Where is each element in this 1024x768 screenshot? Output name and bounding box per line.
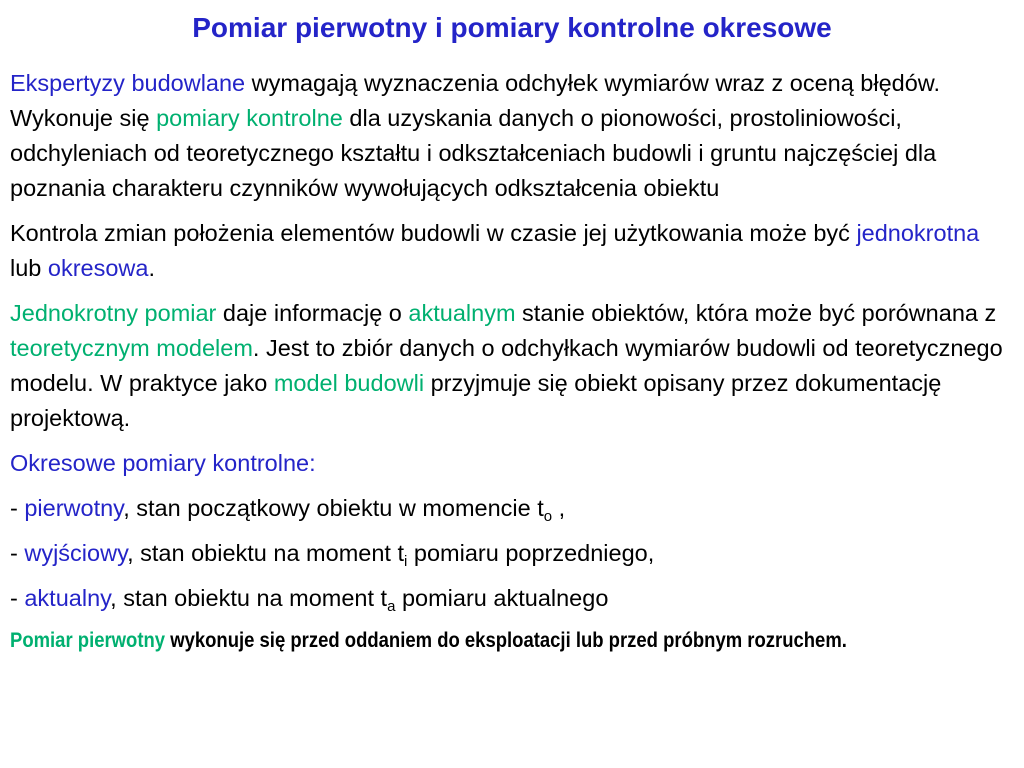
list-item: [10, 581, 1016, 616]
text: pomiaru aktualnego: [395, 585, 609, 611]
subscript: i: [404, 553, 408, 570]
term-pomiar-pierwotny: Pomiar pierwotny: [10, 629, 166, 652]
paragraph-initial-measurement: [10, 626, 1013, 656]
list-item: [10, 491, 1016, 526]
subheading-periodic: Okresowe pomiary kontrolne:: [10, 450, 316, 476]
paragraph-expertise: [10, 66, 1016, 206]
subscript: o: [543, 508, 553, 525]
term-model-budowli: model budowli: [273, 370, 425, 396]
term-aktualnym: aktualnym: [408, 300, 516, 326]
term-ekspertyzy: Ekspertyzy budowlane: [10, 70, 246, 96]
text: wymagają wyznaczenia odchyłek wymiarów wraz z oceną błędów. Wykonuje się: [10, 70, 941, 131]
term-pierwotny: pierwotny: [24, 495, 124, 521]
text: ,: [552, 495, 566, 521]
term-aktualny: aktualny: [24, 585, 111, 611]
subscript: a: [387, 598, 396, 615]
text: przyjmuje się obiekt opisany przez dokumentację projektową.: [10, 370, 942, 431]
term-okresowa: okresowa: [47, 255, 149, 281]
page-title: Pomiar pierwotny i pomiary kontrolne okresowe: [192, 12, 832, 43]
text: , stan początkowy obiektu w momencie t: [123, 495, 544, 521]
term-pomiary-kontrolne: pomiary kontrolne: [156, 105, 343, 131]
text: , stan obiektu na moment t: [110, 585, 388, 611]
text: dla uzyskania danych o pionowości, prostoliniowości, odchyleniach od teoretycznego kształtu i odkształceniach budowli i gruntu najczęściej dla poznania charakteru czynników wywołujących odkształcenia obiektu: [10, 105, 937, 201]
text: pomiaru poprzedniego,: [407, 540, 655, 566]
text: wykonuje się przed oddaniem do eksploatacji lub przed próbnym rozruchem.: [165, 629, 847, 652]
text: stanie obiektów, która może być porównana z: [515, 300, 997, 326]
term-teoretycznym-modelem: teoretycznym modelem: [10, 335, 253, 361]
paragraph-control: [10, 216, 1016, 286]
paragraph-single-measurement: [10, 296, 1016, 436]
text: . Jest to zbiór danych o odchyłkach wymiarów budowli od teoretycznego modelu. W praktyce jako: [10, 335, 1003, 396]
text: lub: [10, 255, 48, 281]
term-wyjsciowy: wyjściowy: [24, 540, 128, 566]
text: Kontrola zmian położenia elementów budowli w czasie jej użytkowania może być: [10, 220, 857, 246]
list-dash: -: [10, 495, 25, 521]
text: , stan obiektu na moment t: [127, 540, 405, 566]
list-dash: -: [10, 540, 25, 566]
text: .: [148, 255, 155, 281]
text: daje informację o: [216, 300, 409, 326]
list-dash: -: [10, 585, 25, 611]
slide-body: [10, 66, 1016, 656]
term-jednokrotna: jednokrotna: [856, 220, 980, 246]
term-jednokrotny-pomiar: Jednokrotny pomiar: [10, 300, 217, 326]
list-item: [10, 536, 1016, 571]
